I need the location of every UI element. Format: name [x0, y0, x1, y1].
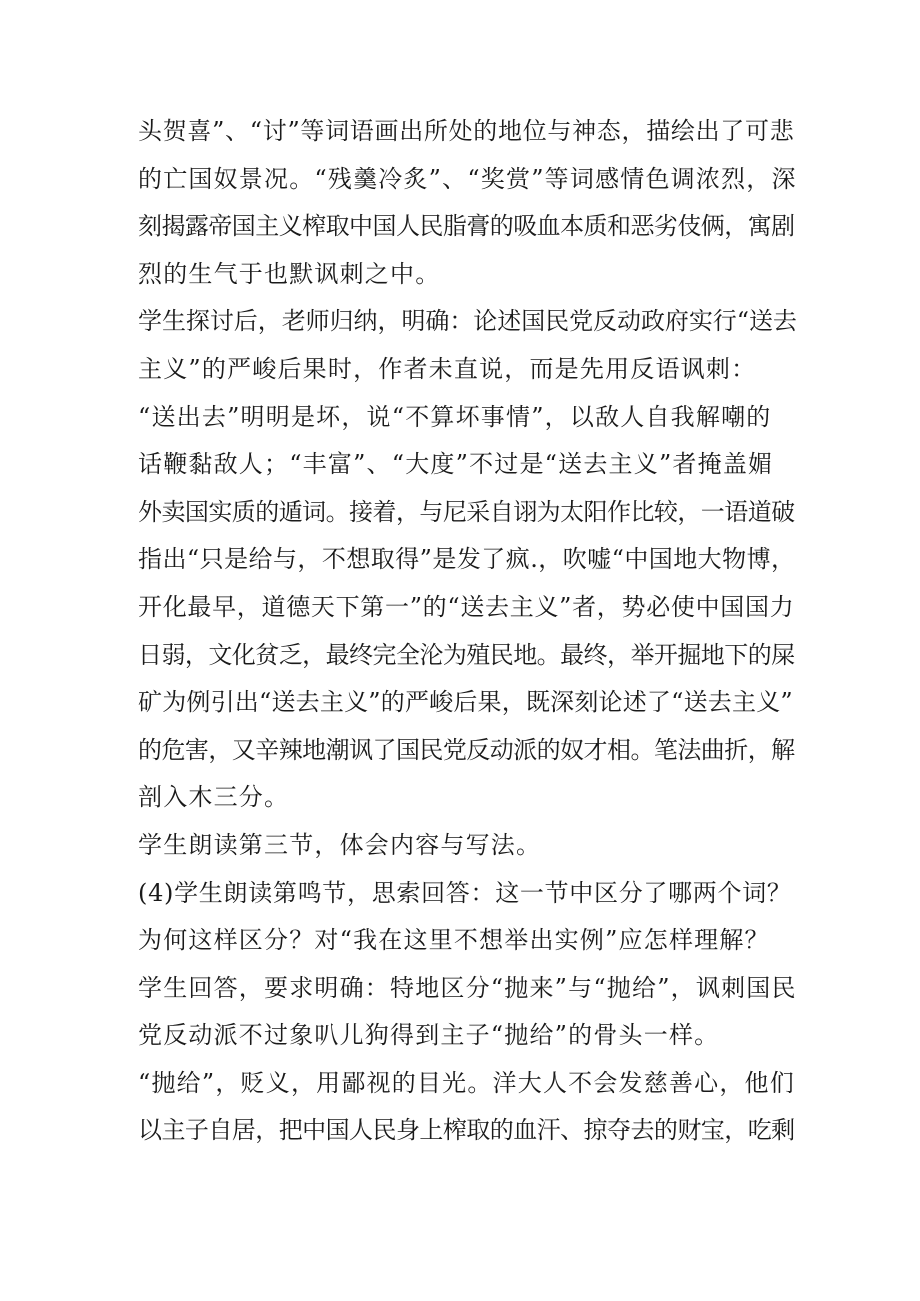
text-line: 为何这样区分？对“我在这里不想举出实例”应怎样理解？ — [138, 926, 770, 955]
text-line: 矿为例引出“送去主义”的严峻后果，既深刻论述了“送去主义” — [138, 688, 793, 717]
text-line: 指出“只是给与，不想取得”是发了疯.，吹嘘“中国地大物博， — [138, 545, 796, 574]
text-line: (4)学生朗读第鸣节，思索回答：这一节中区分了哪两个词？ — [138, 878, 792, 907]
text-line: 主义”的严峻后果时，作者未直说，而是先用反语讽刺： — [138, 354, 757, 383]
document-text — [138, 108, 798, 1155]
text-line: 话鞭黏敌人；“丰富”、“大度”不过是“送去主义”者掩盖媚 — [138, 450, 774, 479]
text-line: 烈的生气于也默讽刺之中。 — [138, 259, 441, 288]
text-line: 刻揭露帝国主义榨取中国人民脂膏的吸血本质和恶劣伎俩，寓剧 — [138, 212, 795, 241]
text-line: 学生回答，要求明确：特地区分“抛来”与“抛给”，讽刺国民 — [138, 973, 797, 1002]
text-line: 以主子自居，把中国人民身上榨取的血汗、掠夺去的财宝，吃剩 — [138, 1116, 795, 1145]
text-line: 剖入木三分。 — [138, 783, 290, 812]
text-line: 党反动派不过象叭儿狗得到主子“抛给”的骨头一样。 — [138, 1021, 720, 1050]
text-line: “抛给”，贬义，用鄙视的目光。洋大人不会发慈善心，他们 — [138, 1068, 795, 1097]
text-line: 开化最早，道德天下第一”的“送去主义”者，势必使中国国力 — [138, 592, 795, 621]
text-line: 外卖国实质的遁词。接着，与尼采自诩为太阳作比较，一语道破 — [138, 497, 795, 526]
text-line: 头贺喜”、“讨”等词语画出所处的地位与神态，描绘出了可悲 — [138, 117, 795, 145]
text-line: 日弱，文化贫乏，最终完全沦为殖民地。最终，举开掘地下的屎 — [138, 640, 795, 669]
text-line: 的危害，又辛辣地潮讽了国民党反动派的奴才相。笔法曲折，解 — [138, 735, 795, 764]
text-line: 学生朗读第三节，体会内容与写法。 — [138, 830, 542, 859]
text-line: 的亡国奴景况。“残羹冷炙”、“奖赏”等词感情色调浓烈，深 — [138, 164, 797, 193]
text-line: “送出去”明明是坏，说“不算坏事情”，以敌人自我解嘲的 — [138, 402, 772, 431]
text-line: 学生探讨后，老师归纳，明确：论述国民党反动政府实行“送去 — [138, 307, 797, 336]
